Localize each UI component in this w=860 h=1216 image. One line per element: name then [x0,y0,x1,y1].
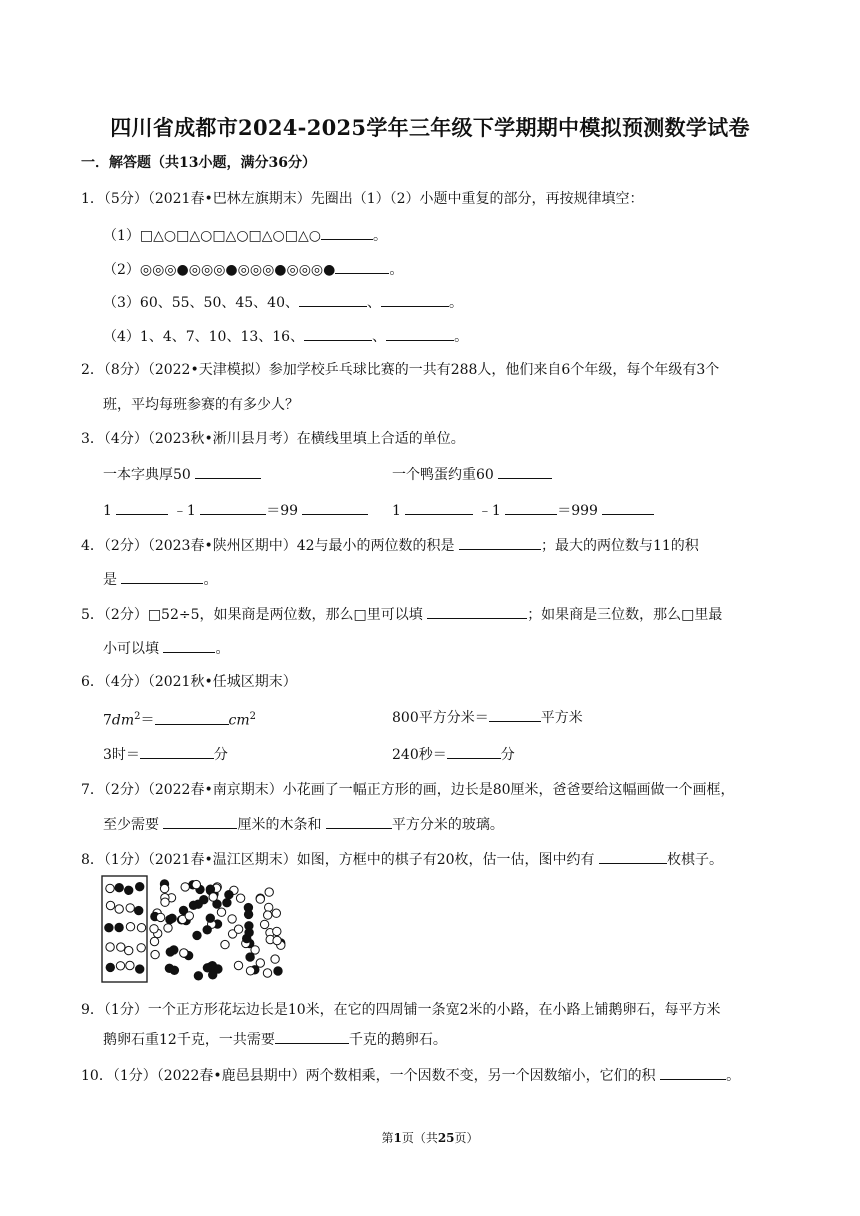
q10-text-1: 10．（1分）（2022春•鹿邑县期中）两个数相乘，一个因数不变，另一个因数缩小，它们的积 [81,1068,656,1084]
white-piece [126,923,134,931]
q9-line2 [103,1029,447,1050]
q6-d-blank[interactable] [447,744,501,759]
q6-c-text: 3时＝ [103,747,140,763]
q3-item-c [103,500,368,521]
black-piece [245,928,253,936]
black-piece [168,914,176,922]
black-piece [125,886,133,894]
q6-item-a [103,707,256,731]
q3-stem: 3．（4分）（2023秋•淅川县月考）在横线里填上合适的单位。 [81,431,465,447]
black-piece [274,967,282,975]
q5-text-1: 5．（2分）□52÷5，如果商是两位数，那么□里可以填 [81,607,423,623]
q5-blank-1[interactable] [427,604,527,619]
white-piece [273,927,281,935]
q1-stem: 1．（5分）（2021春•巴林左旗期末）先圈出（1）（2）小题中重复的部分，再按规律填空： [81,191,644,207]
white-piece [234,925,242,933]
white-piece [273,936,281,944]
separator: 、 [372,329,387,345]
q3-item-d-blank-2[interactable] [505,500,557,515]
q6-stem: 6．（4分）（2021秋•任城区期末） [81,674,297,690]
q4-text-3: 是 [103,572,117,588]
white-piece [263,969,271,977]
black-piece [203,964,211,972]
white-piece [126,961,134,969]
black-piece [115,923,123,931]
q9-blank[interactable] [275,1029,349,1044]
black-piece [105,924,113,932]
black-piece [170,966,178,974]
q10-text-2: 。 [726,1068,741,1084]
white-piece [164,924,172,932]
white-piece [160,884,168,892]
q8-blank[interactable] [599,849,667,864]
q2-line2: 班，平均每班参赛的有多少人？ [103,397,299,413]
page-footer [0,1129,860,1146]
q6-b-blank[interactable] [489,707,541,722]
black-piece [206,885,214,893]
white-piece [251,946,259,954]
white-piece [192,880,200,888]
q7-text-1: 至少需要 [103,817,159,833]
q8-line1 [81,849,723,870]
black-piece [244,910,252,918]
white-piece [264,911,272,919]
q5-line1 [81,604,722,625]
q7-text-3: 平方分米的玻璃。 [391,817,504,833]
q3-item-d-num: 1 [392,503,401,519]
black-piece [115,884,123,892]
q3-item-c-eq: ＝99 [266,503,299,519]
q3-item-c-blank-1[interactable] [116,500,168,515]
q4-line1 [81,535,699,556]
white-piece [156,913,164,921]
q3-item-b-blank[interactable] [498,464,552,479]
q6-a-exp2: 2 [249,711,257,722]
q6-b-text: 800平方分米＝ [392,710,489,726]
white-piece [106,884,114,892]
q7-text-2: 厘米的木条和 [237,817,322,833]
white-piece [265,888,273,896]
q3-item-a-blank[interactable] [195,464,261,479]
q3-item-a-text: 一本字典厚50 [103,467,191,483]
white-piece [221,940,229,948]
q3-item-d-minus: ﹣1 [477,503,501,519]
q1-part4-blank-2[interactable] [386,326,454,341]
black-piece [193,931,201,939]
black-piece [136,965,144,973]
q1-part3-blank-2[interactable] [381,292,449,307]
black-piece [194,972,202,980]
footer-text-1: 第 [381,1131,394,1145]
white-piece [272,909,280,917]
q5-text-2: ；如果商是三位数，那么□里最 [527,607,723,623]
white-piece [265,903,273,911]
q3-item-d-eq: ＝999 [557,503,598,519]
q6-b-unit: 平方米 [540,710,583,726]
white-piece [185,912,193,920]
black-piece [106,963,114,971]
q1-part3-text: （3）60、55、50、45、40、 [103,295,299,311]
footer-text-2: 页（共 [401,1131,438,1145]
page-title: 四川省成都市2024-2025学年三年级下学期期中模拟预测数学试卷 [110,115,750,140]
white-piece [115,905,123,913]
q3-item-d [392,500,654,521]
q3-item-d-blank-3[interactable] [602,500,654,515]
chess-pieces-figure [100,872,292,985]
white-piece [228,915,236,923]
white-piece [151,950,159,958]
footer-page-number: 1 [393,1131,402,1145]
q8-text-2: 枚棋子。 [666,852,723,868]
black-piece [223,899,231,907]
period: 。 [372,228,387,244]
q6-d-text: 240秒＝ [392,747,447,763]
q9-text-1: 鹅卵石重12千克，一共需要 [103,1032,275,1048]
black-piece [166,948,174,956]
white-piece [150,925,158,933]
q3-item-b-text: 一个鸭蛋约重60 [392,467,494,483]
white-piece [126,904,134,912]
period: 。 [389,262,404,278]
white-piece [246,967,254,975]
black-piece [225,891,233,899]
black-piece [206,914,214,922]
white-piece [260,920,268,928]
q3-item-b [392,464,552,485]
q6-a-exp1: 2 [134,711,141,722]
separator: 、 [366,295,381,311]
q10-blank[interactable] [660,1065,726,1080]
period: 。 [448,295,463,311]
white-piece [125,946,133,954]
q1-part2 [103,259,403,280]
q3-item-c-num: 1 [103,503,112,519]
q1-part4 [103,326,468,347]
q6-c-unit: 分 [213,747,228,763]
white-piece [137,924,145,932]
q6-item-c [103,744,228,765]
black-piece [136,883,144,891]
white-piece [137,944,145,952]
white-piece [217,908,225,916]
q3-item-a [103,464,261,485]
white-piece [117,943,125,951]
period: 。 [454,329,469,345]
q4-blank-1[interactable] [459,535,541,550]
q7-blank-2[interactable] [326,814,392,829]
black-piece [189,901,197,909]
q4-text-4: 。 [203,572,218,588]
q4-line2 [103,569,217,590]
q5-text-3: 小可以填 [103,641,159,657]
chess-pieces [105,880,285,980]
q6-a-num: 7 [103,712,112,729]
q5-blank-2[interactable] [163,638,215,653]
q1-part4-text: （4）1、4、7、10、13、16、 [103,329,305,345]
q4-text-1: 4．（2分）（2023春•陕州区期中）42与最小的两位数的积是 [81,538,455,554]
q3-item-c-blank-3[interactable] [302,500,368,515]
white-piece [181,883,189,891]
q6-a-eq: ＝ [140,712,155,729]
white-piece [256,895,264,903]
q6-item-b [392,707,583,728]
white-piece [161,898,169,906]
footer-text-3: 页） [454,1131,479,1145]
white-piece [271,955,279,963]
q7-line1: 7．（2分）（2022春•南京期末）小花画了一幅正方形的画，边长是80厘米，爸爸要给这幅画做一个画框， [81,782,735,798]
section-heading: 一．解答题（共13小题，满分36分） [81,155,316,171]
white-piece [150,937,158,945]
white-piece [209,893,217,901]
q2-line1: 2．（8分）（2022•天津模拟）参加学校乒乓球比赛的一共有288人，他们来自6个年级，每个年级有3个 [81,362,720,378]
q3-item-d-blank-1[interactable] [405,500,473,515]
q1-part4-blank-1[interactable] [304,326,372,341]
q10-line1 [81,1065,740,1086]
black-piece [203,926,211,934]
q4-blank-2[interactable] [121,569,203,584]
white-piece [106,943,114,951]
q8-text-1: 8．（1分）（2021春•温江区期末）如图，方框中的棋子有20枚，估一估，图中约有 [81,852,595,868]
black-piece [135,906,143,914]
q5-line2 [103,638,229,659]
q1-part3 [103,292,463,313]
q7-blank-1[interactable] [163,814,237,829]
q6-a-unit2: cm [228,712,250,729]
q6-a-blank[interactable] [155,710,229,725]
white-piece [106,901,114,909]
q1-part2-text: （2）◎◎◎●◎◎◎●◎◎◎●◎◎◎● [103,262,336,278]
white-piece [236,894,244,902]
q3-item-c-minus: ﹣1 [172,503,196,519]
q1-part2-blank[interactable] [335,259,389,274]
black-piece [246,953,254,961]
q1-part1-text: （1）□△○□△○□△○□△○□△○ [103,228,321,244]
q9-line1: 9．（1分）一个正方形花坛边长是10米，在它的四周铺一条宽2米的小路，在小路上铺鹅卵石，每平方米 [81,1002,721,1018]
q6-a-unit1: dm [111,712,135,729]
white-piece [234,961,242,969]
q4-text-2: ；最大的两位数与11的积 [540,538,699,554]
q3-item-c-blank-2[interactable] [200,500,266,515]
q6-item-d [392,744,515,765]
footer-total-pages: 25 [437,1131,455,1145]
q9-text-2: 千克的鹅卵石。 [348,1032,447,1048]
q6-c-blank[interactable] [140,744,214,759]
q5-text-4: 。 [215,641,230,657]
q6-d-unit: 分 [500,747,515,763]
q1-part1-blank[interactable] [321,225,373,240]
white-piece [180,949,188,957]
q1-part1 [103,225,387,246]
white-piece [116,962,124,970]
q1-part3-blank-1[interactable] [299,292,367,307]
q7-line2 [103,814,504,835]
